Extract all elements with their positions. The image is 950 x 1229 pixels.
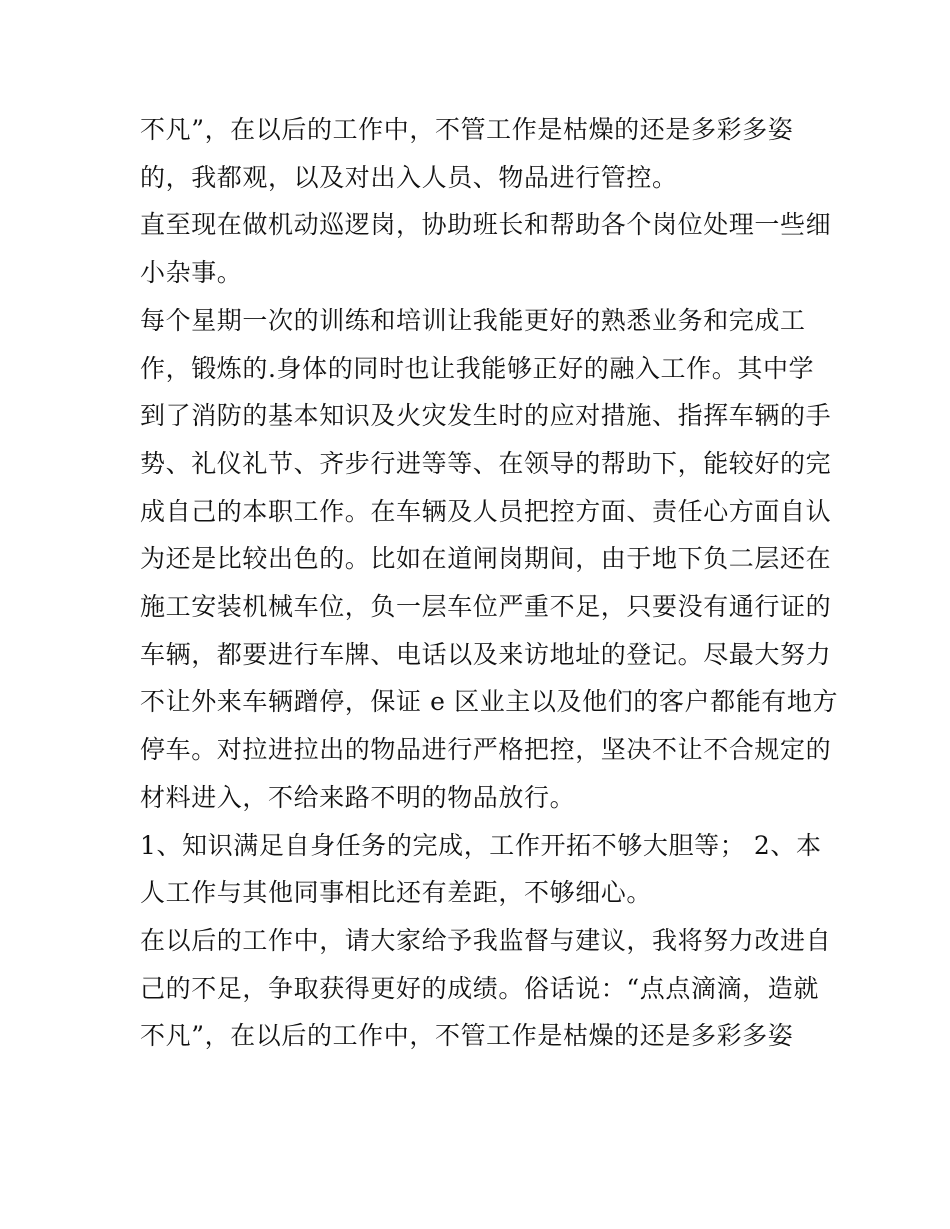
text-line: 不让外来车辆蹭停，保证 e 区业主以及他们的客户都能有地方 [140, 687, 839, 717]
text-line: 作，锻炼的.身体的同时也让我能够正好的融入工作。其中学 [140, 353, 815, 383]
text-line: 势、礼仪礼节、齐步行进等等、在领导的帮助下，能较好的完 [140, 448, 832, 478]
document-body [140, 106, 839, 1060]
text-line: 己的不足，争取获得更好的成绩。俗话说：“点点滴滴，造就 [140, 973, 819, 1003]
text-line: 每个星期一次的训练和培训让我能更好的熟悉业务和完成工 [140, 305, 806, 335]
text-line: 成自己的本职工作。在车辆及人员把控方面、责任心方面自认 [140, 496, 832, 526]
text-line: 不凡”，在以后的工作中，不管工作是枯燥的还是多彩多姿 [140, 1021, 794, 1051]
text-line: 到了消防的基本知识及火灾发生时的应对措施、指挥车辆的手 [140, 401, 832, 431]
text-line: 不凡”，在以后的工作中，不管工作是枯燥的还是多彩多姿 [140, 115, 794, 144]
text-line: 施工安装机械车位，负一层车位严重不足，只要没有通行证的 [140, 592, 832, 622]
text-line: 在以后的工作中，请大家给予我监督与建议，我将努力改进自 [140, 925, 832, 955]
text-line: 的，我都观，以及对出入人员、物品进行管控。 [140, 162, 678, 192]
text-line: 材料进入，不给来路不明的物品放行。 [140, 782, 576, 812]
text-line: 1、知识满足自身任务的完成，工作开拓不够大胆等； 2、本 [140, 830, 822, 860]
text-line: 停车。对拉进拉出的物品进行严格把控，坚决不让不合规定的 [140, 735, 832, 765]
text-line: 直至现在做机动巡逻岗，协助班长和帮助各个岗位处理一些细 [140, 210, 832, 240]
text-line: 车辆，都要进行车牌、电话以及来访地址的登记。尽最大努力 [140, 639, 832, 669]
text-line: 人工作与其他同事相比还有差距，不够细心。 [140, 878, 653, 908]
text-line: 为还是比较出色的。比如在道闸岗期间，由于地下负二层还在 [140, 544, 832, 574]
text-line: 小杂事。 [140, 258, 243, 288]
